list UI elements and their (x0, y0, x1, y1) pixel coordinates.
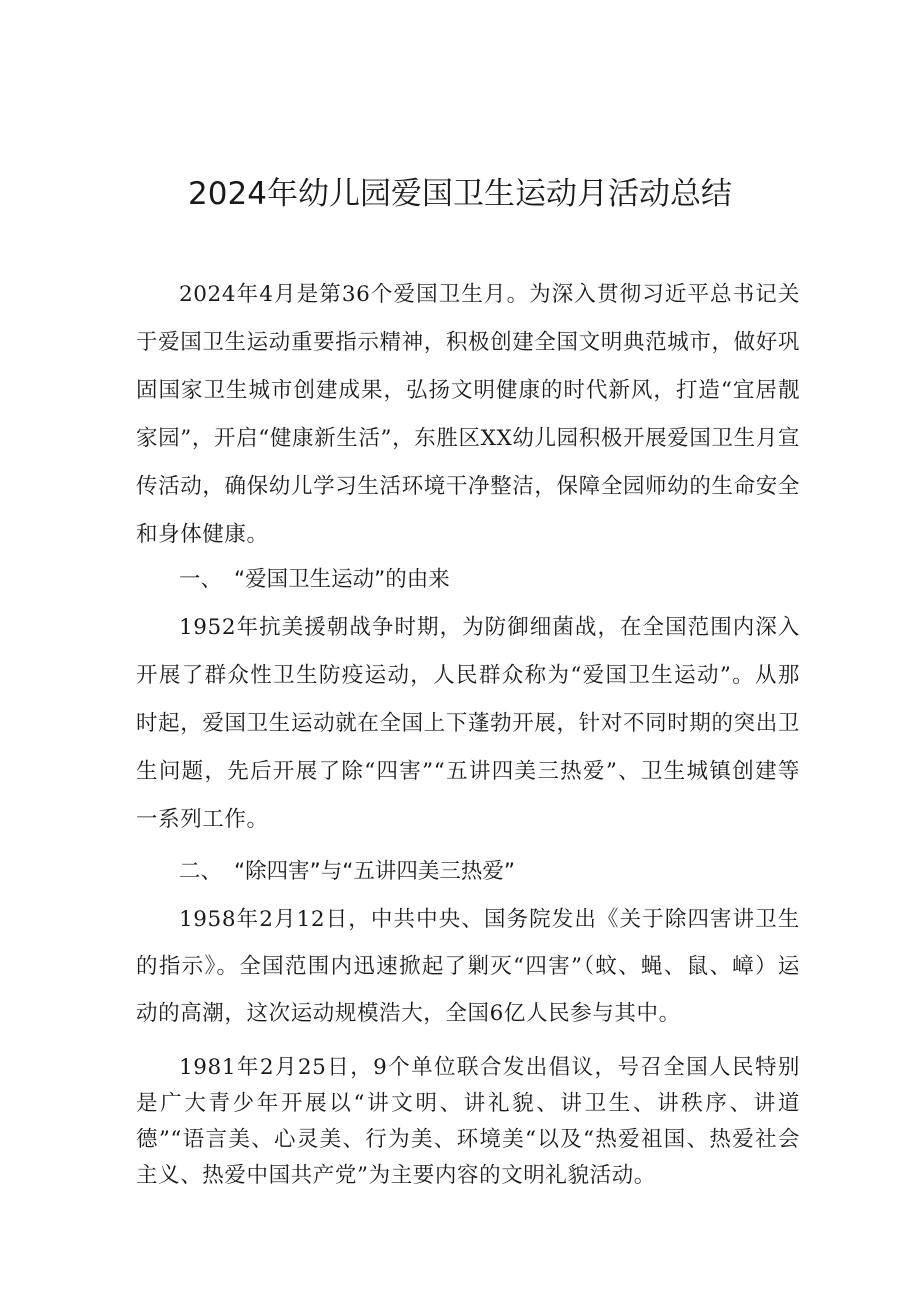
history-paragraph: 1952年抗美援朝战争时期，为防御细菌战，在全国范围内深入开展了群众性卫生防疫运动，人民群众称为“爱国卫生运动”。从那时起，爱国卫生运动就在全国上下蓬勃开展，针对不同时期的突出卫生问题，先后开展了除“四害”“五讲四美三热爱”、卫生城镇创建等一系列工作。 (136, 615, 800, 832)
section-number: 一、 (179, 567, 223, 592)
intro-paragraph: 2024年4月是第36个爱国卫生月。为深入贯彻习近平总书记关于爱国卫生运动重要指示精神，积极创建全国文明典范城市，做好巩固国家卫生城市创建成果，弘扬文明健康的时代新风，打造“宜居靓家园”，开启“健康新生活”，东胜区XX幼儿园积极开展爱国卫生月宣传活动，确保幼儿学习生活环境干净整洁，保障全园师幼的生命安全和身体健康。 (136, 282, 800, 547)
campaign-1981-paragraph: 1981年2月25日，9个单位联合发出倡议，号召全国人民特别是广大青少年开展以“讲文明、讲礼貌、讲卫生、讲秩序、讲道德”“语言美、心灵美、行为美、环境美“以及“热爱祖国、热爱社会主义、热爱中国共产党”为主要内容的文明礼貌活动。 (136, 1055, 800, 1188)
section-title: “除四害”与“五讲四美三热爱” (234, 859, 516, 884)
campaign-1958-paragraph: 1958年2月12日，中共中央、国务院发出《关于除四害讲卫生的指示》。全国范围内迅速掀起了剿灭“四害”（蚊、蝇、鼠、嶂）运动的高潮，这次运动规模浩大，全国6亿人民参与其中。 (136, 907, 800, 1026)
section-number: 二、 (179, 859, 223, 884)
section-heading-2 (136, 848, 800, 896)
document-title: 2024年幼儿园爱国卫生运动月活动总结 (188, 176, 732, 212)
section-title: “爱国卫生运动”的由来 (234, 567, 450, 592)
section-heading-1 (136, 556, 800, 604)
